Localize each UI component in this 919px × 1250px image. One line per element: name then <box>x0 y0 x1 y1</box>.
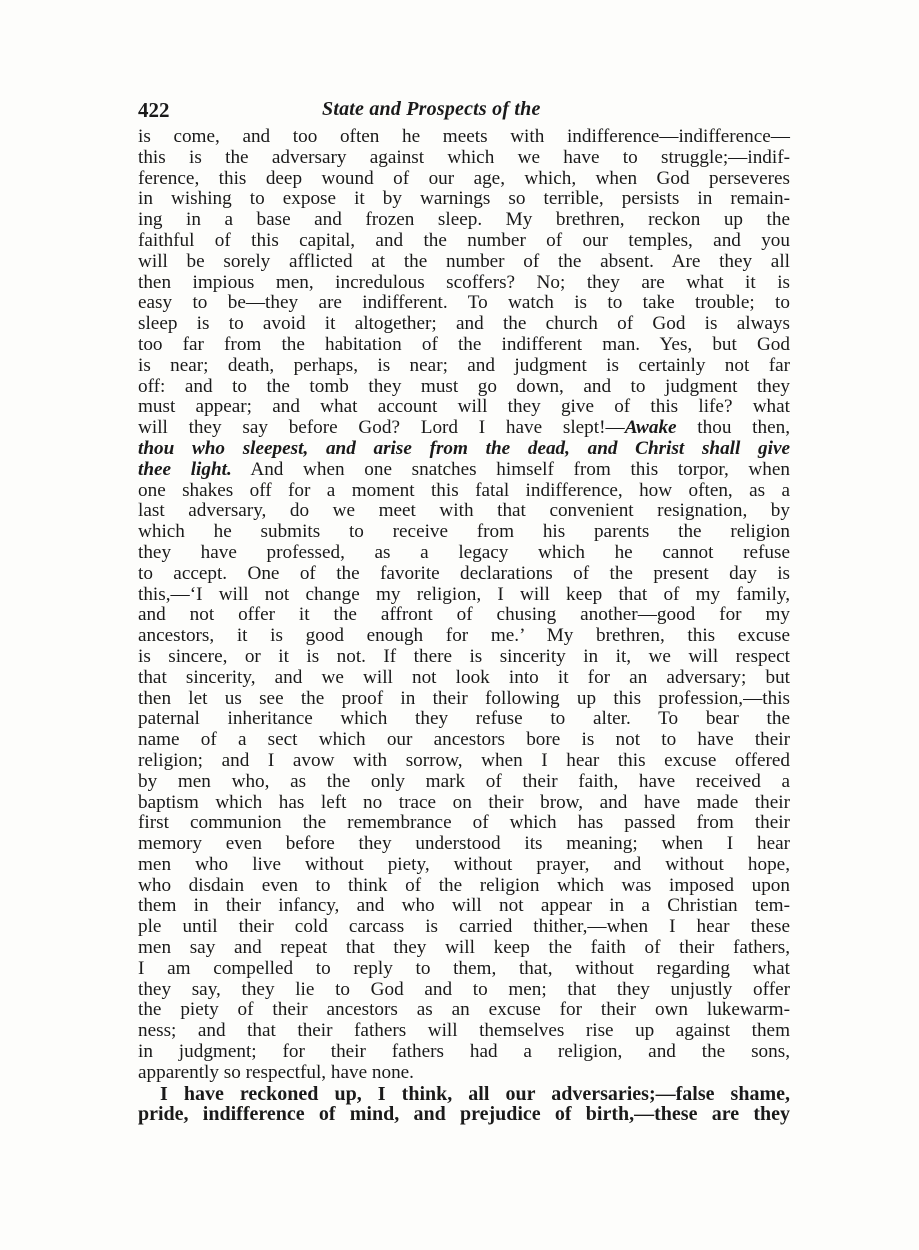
text-line <box>138 668 790 689</box>
text-line <box>138 793 790 814</box>
text-line <box>138 481 790 502</box>
text-line <box>138 501 790 522</box>
text-line <box>138 689 790 710</box>
line-text: which he submits to receive from his parents the religion <box>138 521 790 543</box>
text-line <box>138 959 790 980</box>
line-text: name of a sect which our ancestors bore is not to have their <box>138 729 790 751</box>
text-line <box>138 356 790 377</box>
line-text: the piety of their ancestors as an excuse for their own lukewarm- <box>138 999 790 1021</box>
line-text: they say, they lie to God and to men; that they unjustly offer <box>138 978 790 1000</box>
italic-quote: thee light. <box>138 458 232 480</box>
line-text: off: and to the tomb they must go down, and to judgment they <box>138 375 790 397</box>
text-line <box>138 210 790 231</box>
text-line <box>138 273 790 294</box>
line-text: in judgment; for their fathers had a religion, and the sons, <box>138 1041 790 1063</box>
line-text: this,—‘I will not change my religion, I will keep that of my family, <box>138 583 790 605</box>
line-text: them in their infancy, and who will not appear in a Christian tem- <box>138 895 790 917</box>
line-text: thou then, <box>676 417 790 439</box>
text-line <box>138 709 790 730</box>
line-text: apparently so respectful, have none. <box>138 1061 414 1083</box>
text-line <box>138 626 790 647</box>
line-text: sleep is to avoid it altogether; and the church of God is always <box>138 313 790 335</box>
text-line <box>138 127 790 148</box>
text-line <box>138 1063 790 1084</box>
page-number: 422 <box>138 98 170 122</box>
running-title: State and Prospects of the <box>322 98 541 120</box>
line-text: men say and repeat that they will keep the faith of their fathers, <box>138 937 790 959</box>
line-text: baptism which has left no trace on their brow, and have made their <box>138 791 790 813</box>
line-text: I am compelled to reply to them, that, without regarding what <box>138 957 790 979</box>
line-text: men who live without piety, without prayer, and without hope, <box>138 853 790 875</box>
line-text: ference, this deep wound of our age, which, when God perseveres <box>138 167 790 189</box>
line-text: that sincerity, and we will not look into it for an adversary; but <box>138 666 790 688</box>
line-text: in wishing to expose it by warnings so terrible, persists in remain- <box>138 188 790 210</box>
text-line <box>138 772 790 793</box>
text-line <box>138 1021 790 1042</box>
text-line <box>138 1000 790 1021</box>
text-line <box>138 189 790 210</box>
text-line <box>138 938 790 959</box>
text-line <box>138 148 790 169</box>
line-text: is near; death, perhaps, is near; and judgment is certainly not far <box>138 354 790 376</box>
text-line <box>138 855 790 876</box>
text-line <box>138 751 790 772</box>
text-line <box>138 917 790 938</box>
line-text: memory even before they understood its meaning; when I hear <box>138 833 790 855</box>
line-text: And when one snatches himself from this torpor, when <box>231 458 790 480</box>
text-line <box>138 896 790 917</box>
text-line <box>138 252 790 273</box>
line-text: faithful of this capital, and the number of our temples, and you <box>138 229 790 251</box>
running-header <box>138 98 788 124</box>
text-line <box>138 460 790 481</box>
text-line <box>138 876 790 897</box>
text-line <box>138 1042 790 1063</box>
text-line <box>138 605 790 626</box>
line-text: ple until their cold carcass is carried thither,—when I hear these <box>138 916 790 938</box>
line-text: one shakes off for a moment this fatal indifference, how often, as a <box>138 479 790 501</box>
text-line <box>138 1084 790 1105</box>
line-text: first communion the remembrance of which has passed from their <box>138 812 790 834</box>
line-text: must appear; and what account will they give of this life? what <box>138 396 790 418</box>
text-line <box>138 522 790 543</box>
line-text: they have professed, as a legacy which he cannot refuse <box>138 541 790 563</box>
text-line <box>138 564 790 585</box>
text-line <box>138 1104 790 1125</box>
line-text: then impious men, incredulous scoffers? No; they are what it is <box>138 271 790 293</box>
line-text: paternal inheritance which they refuse to alter. To bear the <box>138 708 790 730</box>
line-text: this is the adversary against which we have to struggle;—indif- <box>138 146 790 168</box>
line-text: then let us see the proof in their following up this profession,—this <box>138 687 790 709</box>
text-line <box>138 543 790 564</box>
text-line <box>138 834 790 855</box>
line-text: easy to be—they are indifferent. To watch is to take trouble; to <box>138 292 790 314</box>
text-line <box>138 439 790 460</box>
line-text: by men who, as the only mark of their faith, have received a <box>138 770 790 792</box>
text-line <box>138 293 790 314</box>
line-text: is come, and too often he meets with indifference—indifference— <box>138 126 790 147</box>
line-text: and not offer it the affront of chusing another—good for my <box>138 604 790 626</box>
text-line <box>138 730 790 751</box>
line-text: ing in a base and frozen sleep. My brethren, reckon up the <box>138 209 790 231</box>
text-line <box>138 397 790 418</box>
text-line <box>138 980 790 1001</box>
italic-quote: thou who sleepest, and arise from the dead, and Christ shall give <box>138 437 790 459</box>
text-line <box>138 169 790 190</box>
body-text <box>138 127 790 1125</box>
line-text: to accept. One of the favorite declarations of the present day is <box>138 562 790 584</box>
text-line <box>138 647 790 668</box>
line-text: will they say before God? Lord I have slept!— <box>138 417 625 439</box>
text-line <box>138 335 790 356</box>
line-text: ancestors, it is good enough for me.’ My brethren, this excuse <box>138 625 790 647</box>
line-text: last adversary, do we meet with that convenient resignation, by <box>138 500 790 522</box>
line-text: religion; and I avow with sorrow, when I hear this excuse offered <box>138 749 790 771</box>
line-text: who disdain even to think of the religion which was imposed upon <box>138 874 790 896</box>
line-text: will be sorely afflicted at the number of the absent. Are they all <box>138 250 790 272</box>
text-line <box>138 585 790 606</box>
text-line <box>138 813 790 834</box>
line-text: pride, indifference of mind, and prejudice of birth,—these are they <box>138 1103 790 1126</box>
line-text: too far from the habitation of the indifferent man. Yes, but God <box>138 333 790 355</box>
text-line <box>138 231 790 252</box>
line-text: is sincere, or it is not. If there is sincerity in it, we will respect <box>138 645 790 667</box>
line-text: ness; and that their fathers will themselves rise up against them <box>138 1020 790 1042</box>
italic-quote: Awake <box>624 417 677 439</box>
text-line <box>138 418 790 439</box>
line-text: I have reckoned up, I think, all our adversaries;—false shame, <box>160 1082 790 1105</box>
text-line <box>138 314 790 335</box>
text-line <box>138 377 790 398</box>
